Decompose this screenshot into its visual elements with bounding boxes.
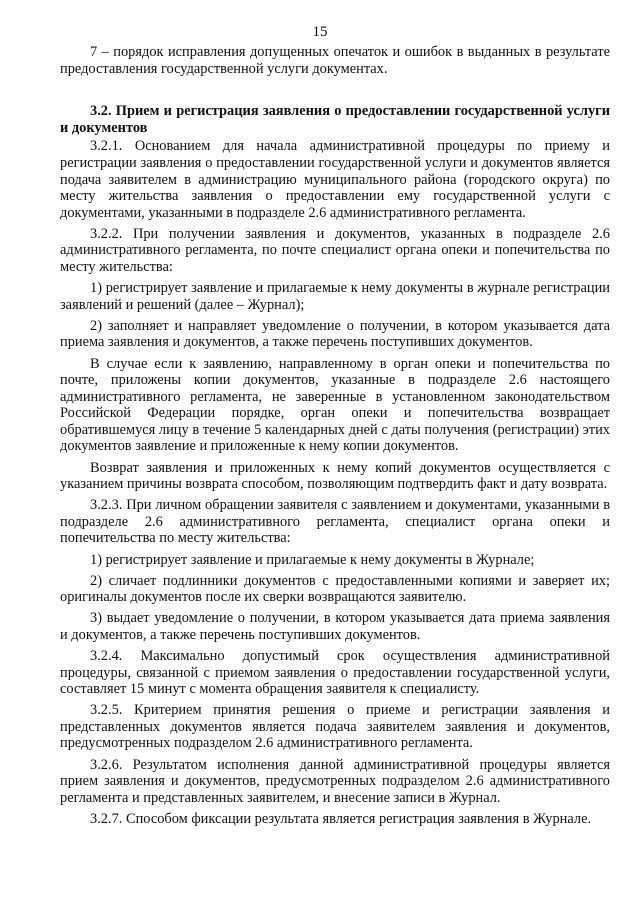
paragraph-3-2-2-item-1: 1) регистрирует заявление и прилагаемые к нему документы в журнале регистрации заявлений и решений (далее – Журнал);	[60, 280, 610, 313]
paragraph-3-2-4: 3.2.4. Максимально допустимый срок осуществления административной процедуры, связанной с приемом заявления о предоставлении государственной услуги, составляет 15 минут с момента обращения заявителя к специалисту.	[60, 648, 610, 698]
paragraph-3-2-5: 3.2.5. Критерием принятия решения о приеме и регистрации заявления и представленных документов является подача заявителем заявления и документов, предусмотренных подразделом 2.6 административного регламента.	[60, 702, 610, 752]
paragraph-3-2-3-item-1: 1) регистрирует заявление и прилагаемые к нему документы в Журнале;	[90, 551, 535, 568]
paragraph-3-2-2: 3.2.2. При получении заявления и документов, указанных в подразделе 2.6 административного регламента, по почте специалист органа опеки и попечительства по месту жительства:	[60, 225, 610, 276]
paragraph-3-2-1: 3.2.1. Основанием для начала административной процедуры по приему и регистрации заявления о предоставлении государственной услуги и документов является подача заявителем в администрацию муниципального района (городского округа) по месту жительства заявления о предоставлении ему государственной услуги с документами, указанными в подразделе 2.6 административного регламента.	[60, 138, 610, 221]
paragraph-return: Возврат заявления и приложенных к нему копий документов осуществляется с указанием причины возврата способом, позволяющим подтвердить факт и дату возврата.	[60, 459, 610, 493]
paragraph-3-2-7: 3.2.7. Способом фиксации результата является регистрация заявления в Журнале.	[90, 810, 592, 827]
paragraph-3-2-3-item-2: 2) сличает подлинники документов с предоставленными копиями и заверяет их; оригиналы документов после их сверки возвращаются заявителю.	[60, 572, 610, 606]
page-number: 15	[312, 24, 328, 40]
paragraph-item-7: 7 – порядок исправления допущенных опечаток и ошибок в выданных в результате предоставления государственной услуги документах.	[60, 44, 610, 77]
paragraph-3-2-6: 3.2.6. Результатом исполнения данной административной процедуры является прием заявления и документов, предусмотренных подразделом 2.6 административного регламента и представленных заявителем, и внесение записи в Журнал.	[60, 756, 610, 806]
paragraph-mail-copies: В случае если к заявлению, направленному в орган опеки и попечительства по почте, приложены копии документов, указанные в подразделе 2.6 настоящего административного регламента, не заверенные в установленном законодательством Российской Федерации порядке, орган опеки и попечительства возвращает обратившемуся лицу в течение 5 календарных дней с даты получения (регистрации) этих документов заявление и приложенные к нему копии документов.	[60, 355, 610, 455]
paragraph-3-2-3-item-3: 3) выдает уведомление о получении, в котором указывается дата приема заявления и документов, а также перечень поступивших документов.	[60, 610, 610, 643]
document-body	[60, 44, 610, 832]
paragraph-3-2-2-item-2: 2) заполняет и направляет уведомление о получении, в котором указывается дата приема заявления и документов, а также перечень поступивших документов.	[60, 317, 610, 351]
section-heading-3-2: 3.2. Прием и регистрация заявления о предоставлении государственной услуги и документов	[60, 103, 610, 136]
paragraph-3-2-3: 3.2.3. При личном обращении заявителя с заявлением и документами, указанными в подразделе 2.6 административного регламента, специалист органа опеки и попечительства по месту жительства:	[60, 497, 610, 547]
